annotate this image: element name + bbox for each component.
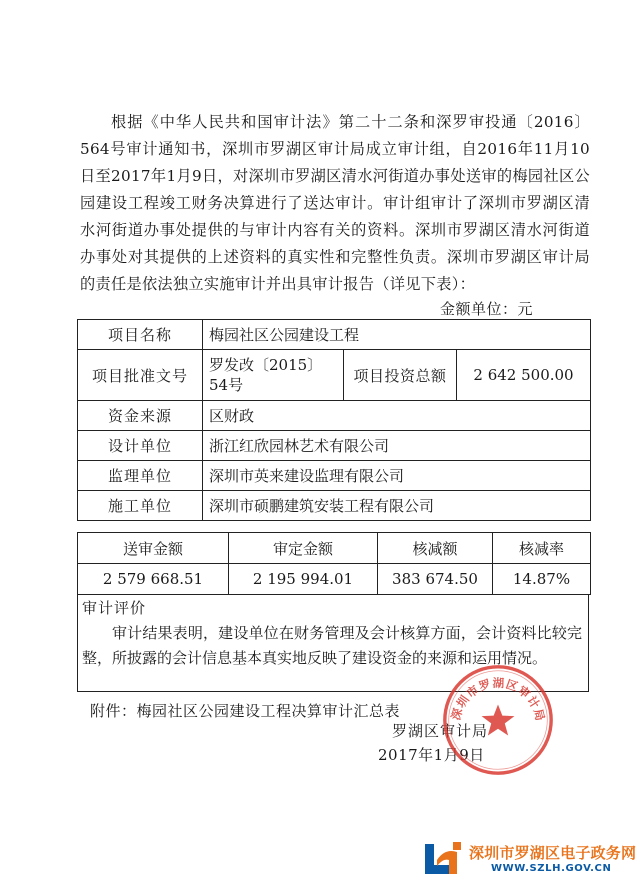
attachment-note: 附件：梅园社区公园建设工程决算审计汇总表 [90, 702, 401, 720]
table-row [78, 564, 591, 595]
project-info-table [77, 319, 591, 521]
investment-total-value: 2 642 500.00 [457, 350, 591, 401]
e-government-logo-icon [423, 838, 467, 878]
table-row [78, 320, 591, 350]
investment-total-label: 项目投资总额 [344, 350, 457, 401]
official-seal-stamp [440, 662, 556, 778]
submitted-amount-header: 送审金额 [78, 533, 229, 564]
e-government-url: WWW.SZLH.GOV.CN [491, 863, 612, 874]
reduction-rate-value: 14.87% [493, 564, 591, 595]
signature-organization: 罗湖区审计局 [392, 722, 489, 740]
supervision-unit-value: 深圳市英来建设监理有限公司 [203, 461, 591, 491]
construction-unit-value: 深圳市硕鹏建筑安装工程有限公司 [203, 491, 591, 521]
e-government-title: 深圳市罗湖区电子政务网 [469, 844, 637, 862]
evaluation-title: 审计评价 [82, 599, 147, 617]
funding-source-value: 区财政 [203, 401, 591, 431]
table-row [78, 401, 591, 431]
table-row [78, 491, 591, 521]
audit-amount-table [77, 532, 591, 595]
table-row [78, 350, 591, 401]
signature-date: 2017年1月9日 [378, 746, 485, 764]
reduction-rate-header: 核减率 [493, 533, 591, 564]
funding-source-label: 资金来源 [78, 401, 203, 431]
approval-number-label: 项目批准文号 [78, 350, 203, 401]
project-name-value: 梅园社区公园建设工程 [203, 320, 591, 350]
design-unit-value: 浙江红欣园林艺术有限公司 [203, 431, 591, 461]
table-row [78, 431, 591, 461]
svg-text:深圳市罗湖区审计局: 深圳市罗湖区审计局 [448, 676, 548, 724]
submitted-amount-value: 2 579 668.51 [78, 564, 229, 595]
construction-unit-label: 施工单位 [78, 491, 203, 521]
design-unit-label: 设计单位 [78, 431, 203, 461]
approval-number-value: 罗发改〔2015〕54号 [203, 350, 344, 401]
supervision-unit-label: 监理单位 [78, 461, 203, 491]
reduction-amount-header: 核减额 [378, 533, 493, 564]
evaluation-body: 审计结果表明，建设单位在财务管理及会计核算方面，会计资料比较完整，所披露的会计信息基本真实地反映了建设资金的来源和运用情况。 [82, 624, 582, 667]
amount-unit-note: 金额单位：元 [440, 300, 534, 318]
e-government-watermark [423, 836, 637, 882]
approved-amount-header: 审定金额 [229, 533, 378, 564]
approved-amount-value: 2 195 994.01 [229, 564, 378, 595]
table-header-row [78, 533, 591, 564]
table-row [78, 461, 591, 491]
reduction-amount-value: 383 674.50 [378, 564, 493, 595]
intro-paragraph: 根据《中华人民共和国审计法》第二十二条和深罗审投通〔2016〕564号审计通知书，深圳市罗湖区审计局成立审计组，自2016年11月10日至2017年1月9日，对深圳市罗湖区清水河街道办事处送审的梅园社区公园建设工程竣工财务决算进行了送达审计。审计组审计了深圳市罗湖区清水河街道办事处提供的与审计内容有关的资料。深圳市罗湖区清水河街道办事处对其提供的上述资料的真实性和完整性负责。深圳市罗湖区审计局的责任是依法独立实施审计并出具审计报告（详见下表）： [80, 113, 590, 294]
project-name-label: 项目名称 [78, 320, 203, 350]
